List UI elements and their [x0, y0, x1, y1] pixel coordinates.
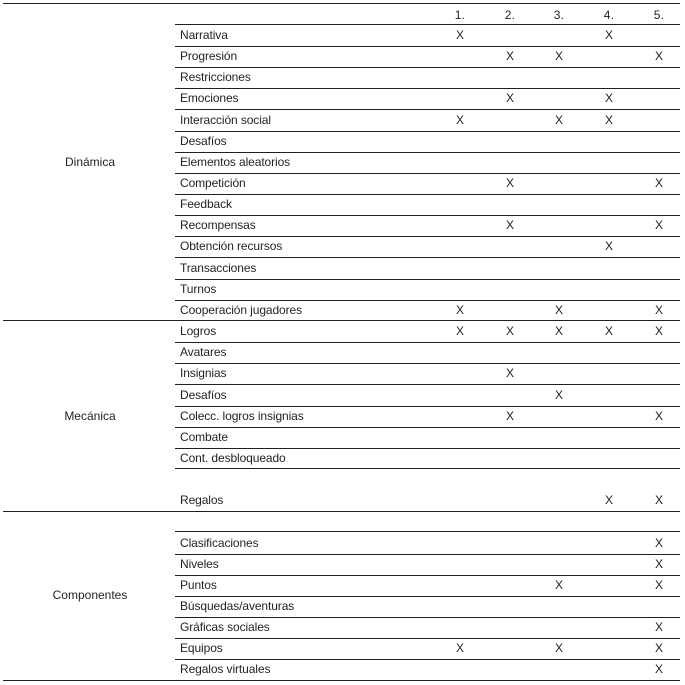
row-label: Obtención recursos: [180, 239, 283, 253]
row-rule: [175, 617, 680, 618]
row-label: Colecc. logros insignias: [180, 409, 304, 423]
row-rule: [175, 257, 680, 258]
row-label: Puntos: [180, 578, 217, 592]
table-top-rule: [3, 3, 680, 4]
check-mark: X: [654, 218, 663, 232]
check-mark: X: [554, 303, 563, 317]
check-mark: X: [654, 409, 663, 423]
check-mark: X: [554, 641, 563, 655]
column-header-2: 2.: [504, 8, 516, 22]
table-bottom-rule: [3, 680, 680, 681]
header-rule: [175, 24, 680, 25]
row-rule: [175, 152, 680, 153]
row-label: Transacciones: [180, 261, 257, 275]
row-label: Niveles: [180, 557, 219, 571]
check-mark: X: [654, 324, 663, 338]
row-label: Logros: [180, 324, 217, 338]
row-rule: [175, 88, 680, 89]
check-mark: X: [505, 49, 514, 63]
group-boundary-rule: [3, 320, 680, 321]
row-rule: [175, 173, 680, 174]
check-mark: X: [654, 493, 663, 507]
check-mark: X: [654, 662, 663, 676]
row-label: Restricciones: [180, 70, 251, 84]
row-rule: [175, 596, 680, 597]
row-rule: [175, 109, 680, 110]
row-rule: [175, 279, 680, 280]
check-mark: X: [455, 113, 464, 127]
check-mark: X: [654, 578, 663, 592]
row-label: Narrativa: [180, 28, 228, 42]
row-label: Feedback: [180, 197, 232, 211]
check-mark: X: [455, 641, 464, 655]
check-mark: X: [554, 49, 563, 63]
row-label: Regalos: [180, 493, 224, 507]
row-rule: [175, 448, 680, 449]
row-rule: [175, 363, 680, 364]
row-label: Avatares: [180, 345, 227, 359]
row-label: Búsquedas/aventuras: [180, 599, 295, 613]
row-rule: [175, 659, 680, 660]
check-mark: X: [554, 113, 563, 127]
row-label: Turnos: [180, 282, 217, 296]
column-header-3: 3.: [553, 8, 565, 22]
row-label: Combate: [180, 430, 228, 444]
row-label: Insignias: [180, 366, 227, 380]
check-mark: X: [505, 409, 514, 423]
check-mark: X: [604, 113, 613, 127]
row-rule: [175, 194, 680, 195]
check-mark: X: [604, 493, 613, 507]
group-label: Componentes: [52, 588, 128, 602]
check-mark: X: [604, 91, 613, 105]
column-header-4: 4.: [603, 8, 615, 22]
column-header-1: 1.: [454, 8, 466, 22]
row-rule: [175, 131, 680, 132]
row-rule: [175, 215, 680, 216]
row-label: Interacción social: [180, 113, 271, 127]
check-mark: X: [554, 578, 563, 592]
row-label: Desafíos: [180, 388, 227, 402]
check-mark: X: [455, 303, 464, 317]
group-label: Dinámica: [64, 155, 115, 169]
row-rule: [175, 342, 680, 343]
row-label: Gráficas sociales: [180, 620, 270, 634]
row-rule: [175, 67, 680, 68]
group-boundary-rule: [3, 511, 680, 512]
row-label: Emociones: [180, 91, 239, 105]
row-rule: [175, 468, 680, 469]
row-rule: [175, 531, 680, 532]
row-label: Cont. desbloqueado: [180, 451, 286, 465]
check-mark: X: [654, 557, 663, 571]
check-mark: X: [505, 91, 514, 105]
check-mark: X: [654, 641, 663, 655]
check-mark: X: [604, 324, 613, 338]
row-label: Equipos: [180, 641, 223, 655]
check-mark: X: [505, 218, 514, 232]
row-rule: [175, 554, 680, 555]
row-rule: [175, 236, 680, 237]
row-rule: [175, 384, 680, 385]
check-mark: X: [654, 620, 663, 634]
check-mark: X: [505, 176, 514, 190]
row-label: Regalos virtuales: [180, 662, 271, 676]
check-mark: X: [654, 176, 663, 190]
check-mark: X: [604, 239, 613, 253]
row-label: Cooperación jugadores: [180, 303, 302, 317]
row-rule: [175, 575, 680, 576]
check-mark: X: [505, 366, 514, 380]
row-label: Elementos aleatorios: [180, 155, 291, 169]
column-header-5: 5.: [653, 8, 665, 22]
row-label: Clasificaciones: [180, 536, 259, 550]
row-rule: [175, 46, 680, 47]
check-mark: X: [455, 324, 464, 338]
row-rule: [175, 300, 680, 301]
check-mark: X: [455, 28, 464, 42]
check-mark: X: [554, 388, 563, 402]
check-mark: X: [654, 303, 663, 317]
row-rule: [175, 638, 680, 639]
row-label: Recompensas: [180, 218, 256, 232]
row-rule: [175, 427, 680, 428]
group-label: Mecánica: [64, 409, 116, 423]
check-mark: X: [654, 49, 663, 63]
check-mark: X: [604, 28, 613, 42]
check-mark: X: [554, 324, 563, 338]
row-label: Desafíos: [180, 134, 227, 148]
row-label: Competición: [180, 176, 246, 190]
check-mark: X: [654, 536, 663, 550]
row-rule: [175, 406, 680, 407]
check-mark: X: [505, 324, 514, 338]
row-label: Progresión: [180, 49, 238, 63]
